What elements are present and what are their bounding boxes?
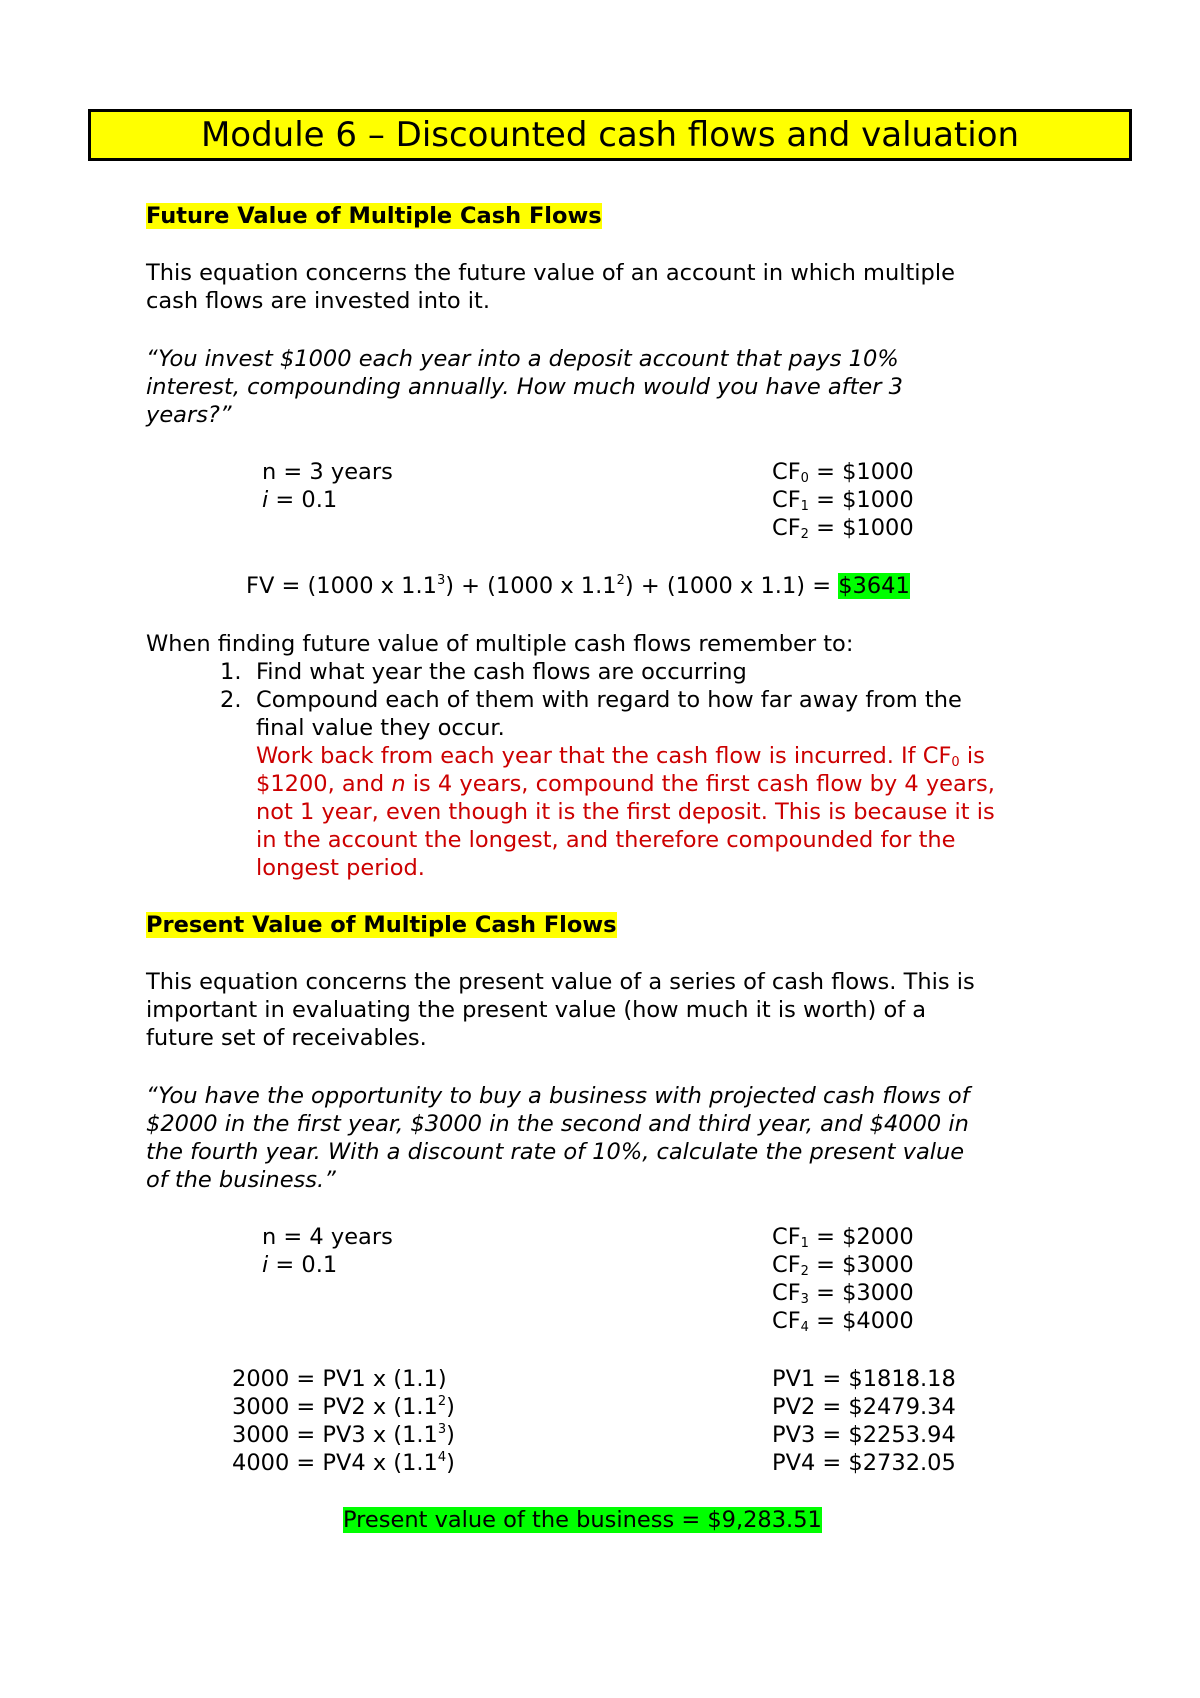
- note-text: is: [959, 743, 985, 769]
- cf-value: = $3000: [808, 1280, 914, 1306]
- pv-heading: [146, 911, 617, 939]
- pv-eq-exponent: 4: [437, 1450, 447, 1465]
- pv-cf3: [772, 1279, 914, 1307]
- fv-i: [262, 486, 337, 514]
- pv-eq-part: ): [446, 1450, 455, 1476]
- note-subscript: 0: [951, 755, 960, 770]
- list-number: 1.: [220, 659, 242, 685]
- cf-value: = $1000: [808, 515, 914, 541]
- cf-value: = $1000: [808, 459, 914, 485]
- pv-result: PV3 = $2253.94: [772, 1422, 956, 1448]
- fv-note-line: not 1 year, even though it is the first deposit. This is because it is: [256, 799, 995, 825]
- cf-subscript: 4: [800, 1320, 809, 1335]
- fv-note-line: [256, 742, 985, 770]
- fv-eq-part: FV = (1000 x 1.1: [246, 573, 437, 599]
- pv-eq-part: 3000 = PV3 x (1.1: [232, 1422, 438, 1448]
- fv-question-line: interest, compounding annually. How much would you have after 3: [146, 374, 903, 400]
- cf-value: = $3000: [808, 1252, 914, 1278]
- cf-label: CF: [772, 1280, 801, 1306]
- fv-equation: [246, 572, 910, 600]
- cf-label: CF: [772, 515, 801, 541]
- cf-label: CF: [772, 459, 801, 485]
- fv-eq-exponent: 3: [436, 573, 446, 588]
- module-title: Module 6 – Discounted cash flows and valuation: [88, 109, 1132, 161]
- cf-label: CF: [772, 1308, 801, 1334]
- list-number: 2.: [220, 687, 242, 713]
- fv-cf1: [772, 486, 914, 514]
- fv-remember: When finding future value of multiple cash flows remember to:: [146, 631, 854, 657]
- list-item: Compound each of them with regard to how far away from the: [256, 687, 962, 713]
- cf-value: = $4000: [808, 1308, 914, 1334]
- pv-result: PV2 = $2479.34: [772, 1394, 956, 1420]
- fv-result: $3641: [838, 573, 910, 599]
- fv-note-line: in the account the longest, and therefore compounded for the: [256, 827, 956, 853]
- cf-subscript: 0: [800, 471, 809, 486]
- note-text: is 4 years, compound the first cash flow by 4 years,: [405, 771, 995, 797]
- fv-eq-part: ) + (1000 x 1.1) =: [624, 573, 839, 599]
- pv-intro-line: This equation concerns the present value of a series of cash flows. This is: [146, 969, 975, 995]
- fv-i-symbol: i: [262, 487, 269, 513]
- pv-eq-part: 3000 = PV2 x (1.1: [232, 1394, 438, 1420]
- cf-subscript: 1: [800, 499, 809, 514]
- pv-equation: [232, 1421, 455, 1449]
- fv-note-line: [256, 770, 995, 798]
- pv-question-line: of the business.”: [146, 1167, 336, 1193]
- fv-question-line: “You invest $1000 each year into a deposit account that pays 10%: [146, 346, 899, 372]
- note-italic: n: [391, 771, 406, 797]
- fv-cf0: [772, 458, 914, 486]
- pv-question-line: “You have the opportunity to buy a business with projected cash flows of: [146, 1083, 970, 1109]
- pv-i: [262, 1251, 337, 1279]
- pv-total: [343, 1506, 822, 1534]
- pv-equation: [232, 1365, 447, 1393]
- note-text: $1200, and: [256, 771, 392, 797]
- fv-intro-line: This equation concerns the future value of an account in which multiple: [146, 260, 955, 286]
- cf-subscript: 3: [800, 1292, 809, 1307]
- pv-eq-part: ): [446, 1394, 455, 1420]
- list-item: Find what year the cash flows are occurring: [256, 659, 747, 685]
- fv-i-value: = 0.1: [268, 487, 338, 513]
- fv-eq-exponent: 2: [616, 573, 625, 588]
- pv-eq-part: 2000 = PV1 x (1.1): [232, 1366, 447, 1392]
- pv-intro-line: important in evaluating the present value (how much it is worth) of a: [146, 997, 927, 1023]
- pv-cf2: [772, 1251, 914, 1279]
- cf-value: = $1000: [808, 487, 914, 513]
- pv-intro-line: future set of receivables.: [146, 1025, 427, 1051]
- cf-subscript: 2: [800, 527, 809, 542]
- pv-cf4: [772, 1307, 914, 1335]
- pv-i-symbol: i: [262, 1252, 269, 1278]
- pv-total-text: Present value of the business = $9,283.51: [343, 1507, 822, 1533]
- fv-question-line: years?”: [146, 402, 232, 428]
- note-text: Work back from each year that the cash flow is incurred. If CF: [256, 743, 952, 769]
- pv-equation: [232, 1393, 455, 1421]
- fv-n: n = 3 years: [262, 459, 393, 485]
- pv-heading-text: Present Value of Multiple Cash Flows: [146, 912, 617, 938]
- pv-eq-exponent: 2: [437, 1394, 447, 1409]
- fv-eq-part: ) + (1000 x 1.1: [445, 573, 617, 599]
- pv-cf1: [772, 1223, 914, 1251]
- cf-label: CF: [772, 487, 801, 513]
- fv-cf2: [772, 514, 914, 542]
- pv-equation: [232, 1449, 455, 1477]
- pv-result: PV4 = $2732.05: [772, 1450, 956, 1476]
- list-item-continued: final value they occur.: [256, 715, 505, 741]
- pv-i-value: = 0.1: [268, 1252, 338, 1278]
- pv-eq-exponent: 3: [437, 1422, 447, 1437]
- fv-heading: [146, 202, 602, 230]
- fv-note-line: longest period.: [256, 855, 425, 881]
- pv-eq-part: ): [446, 1422, 455, 1448]
- pv-question-line: $2000 in the first year, $3000 in the second and third year, and $4000 in: [146, 1111, 969, 1137]
- pv-eq-part: 4000 = PV4 x (1.1: [232, 1450, 438, 1476]
- pv-result: PV1 = $1818.18: [772, 1366, 956, 1392]
- fv-heading-text: Future Value of Multiple Cash Flows: [146, 203, 602, 229]
- cf-label: CF: [772, 1252, 801, 1278]
- cf-subscript: 1: [800, 1236, 809, 1251]
- fv-intro-line: cash flows are invested into it.: [146, 288, 491, 314]
- pv-question-line: the fourth year. With a discount rate of 10%, calculate the present value: [146, 1139, 965, 1165]
- cf-subscript: 2: [800, 1264, 809, 1279]
- pv-n: n = 4 years: [262, 1224, 393, 1250]
- cf-value: = $2000: [808, 1224, 914, 1250]
- cf-label: CF: [772, 1224, 801, 1250]
